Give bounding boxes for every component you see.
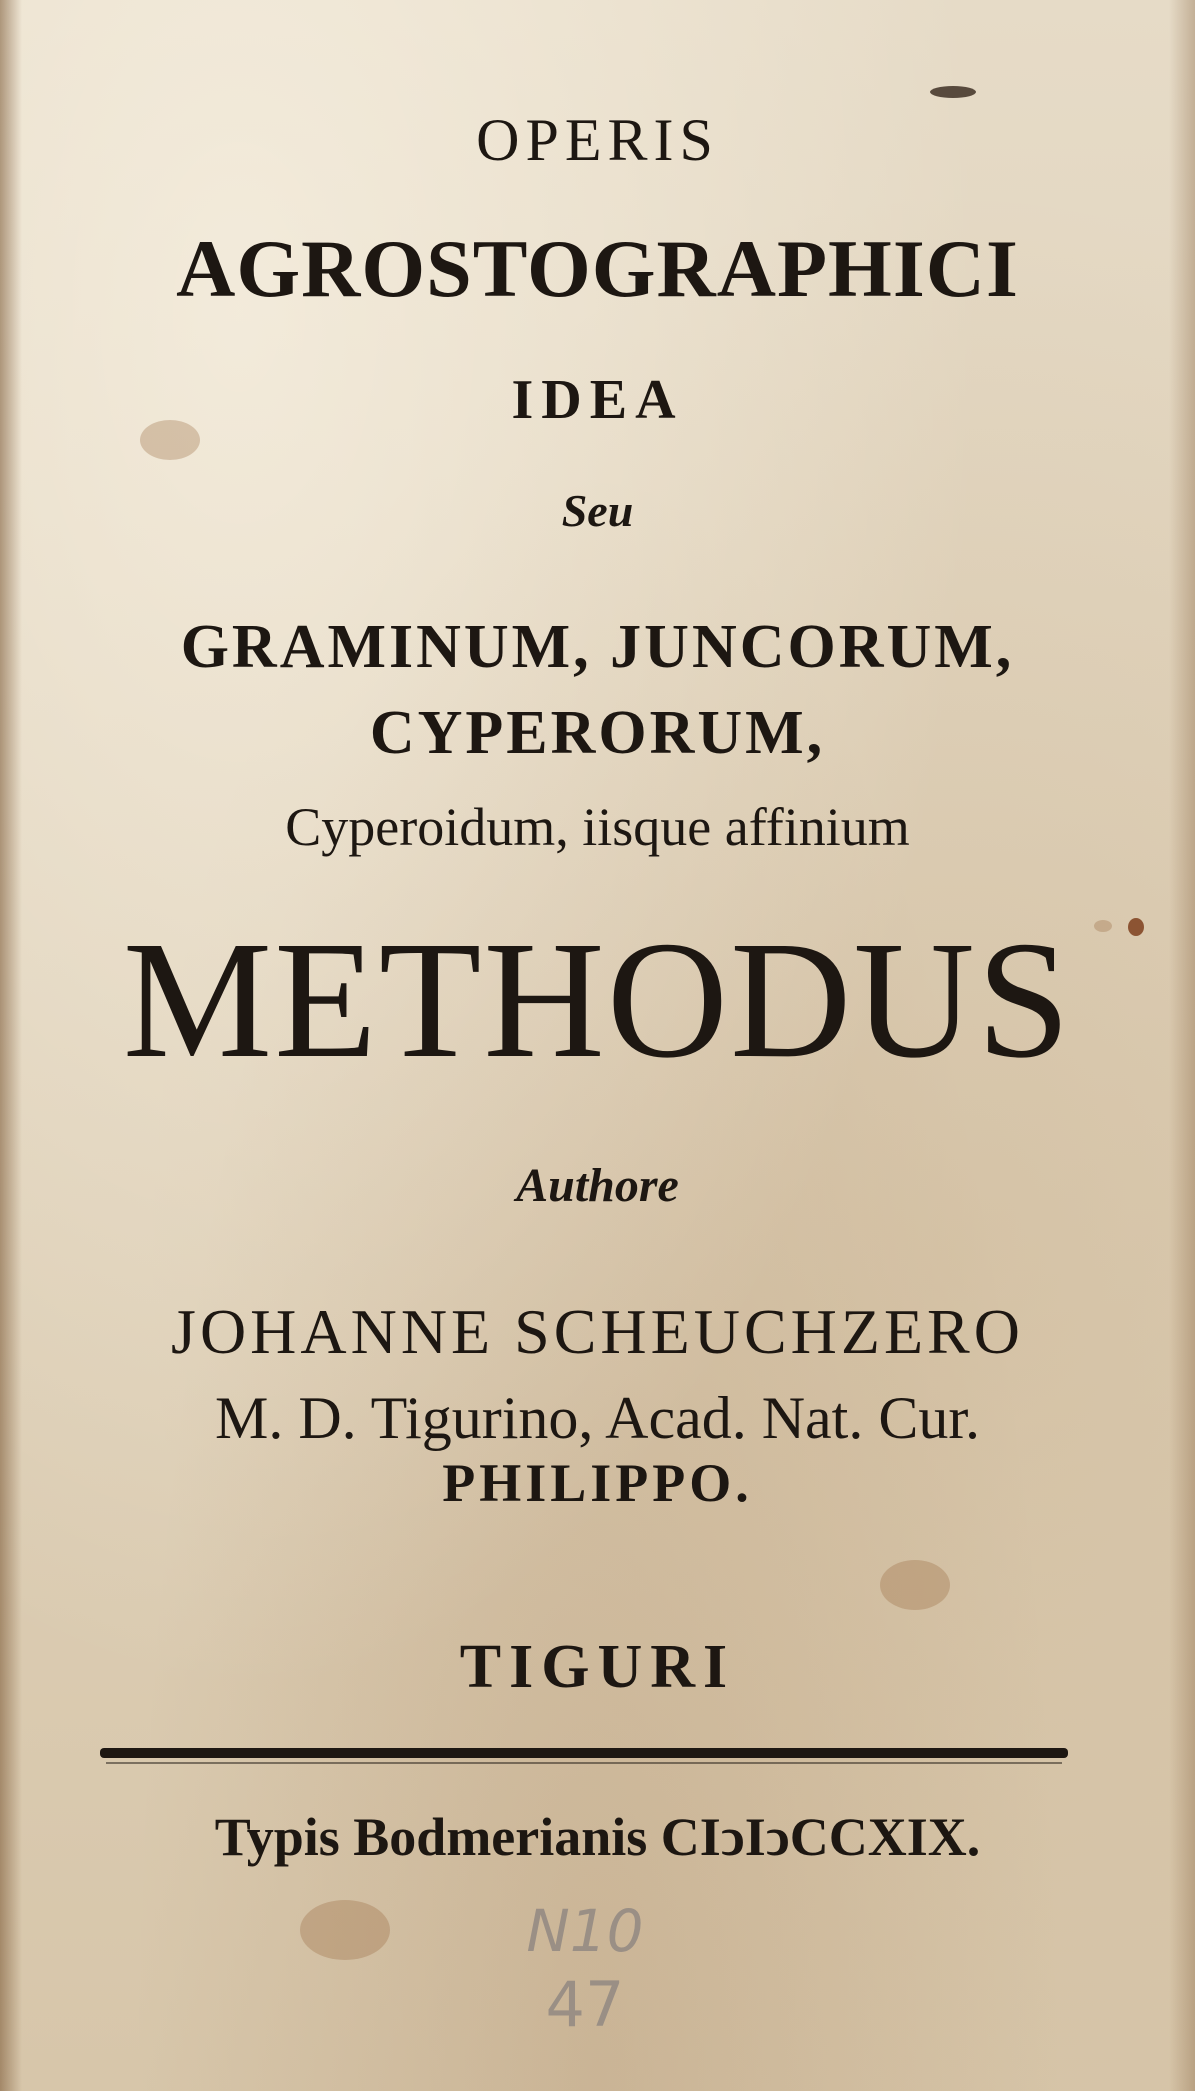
title-line-agrostographici: AGROSTOGRAPHICI: [176, 223, 1019, 314]
author-affiliation: PHILIPPO.: [442, 1453, 753, 1513]
handwritten-number: 47: [545, 1968, 625, 2041]
title-line-cyperoidum: Cyperoidum, iisque affinium: [285, 797, 910, 857]
title-line-seu: Seu: [561, 485, 634, 536]
imprint-rule-thin: [106, 1762, 1062, 1764]
title-line-idea: IDEA: [511, 369, 684, 431]
foxing-spot: [300, 1900, 390, 1960]
title-line-graminum-juncorum: GRAMINUM, JUNCORUM,: [180, 613, 1015, 681]
title-line-methodus: METHODUS: [122, 907, 1073, 1093]
title-line-cyperorum: CYPERORUM,: [369, 699, 826, 767]
imprint-line: Typis Bodmerianis CIↄIↄCCXIX.: [214, 1807, 981, 1867]
place-of-publication: TIGURI: [459, 1633, 736, 1701]
handwritten-shelfmark: N10: [526, 1897, 644, 1965]
imprint-rule: [100, 1748, 1068, 1758]
author-name: JOHANNE SCHEUCHZERO: [171, 1296, 1024, 1367]
foxing-spot: [930, 86, 976, 98]
title-line-operis: OPERIS: [476, 107, 719, 173]
author-intro: Authore: [516, 1159, 679, 1212]
foxing-spot: [880, 1560, 950, 1610]
author-credentials: M. D. Tigurino, Acad. Nat. Cur.: [214, 1385, 981, 1451]
